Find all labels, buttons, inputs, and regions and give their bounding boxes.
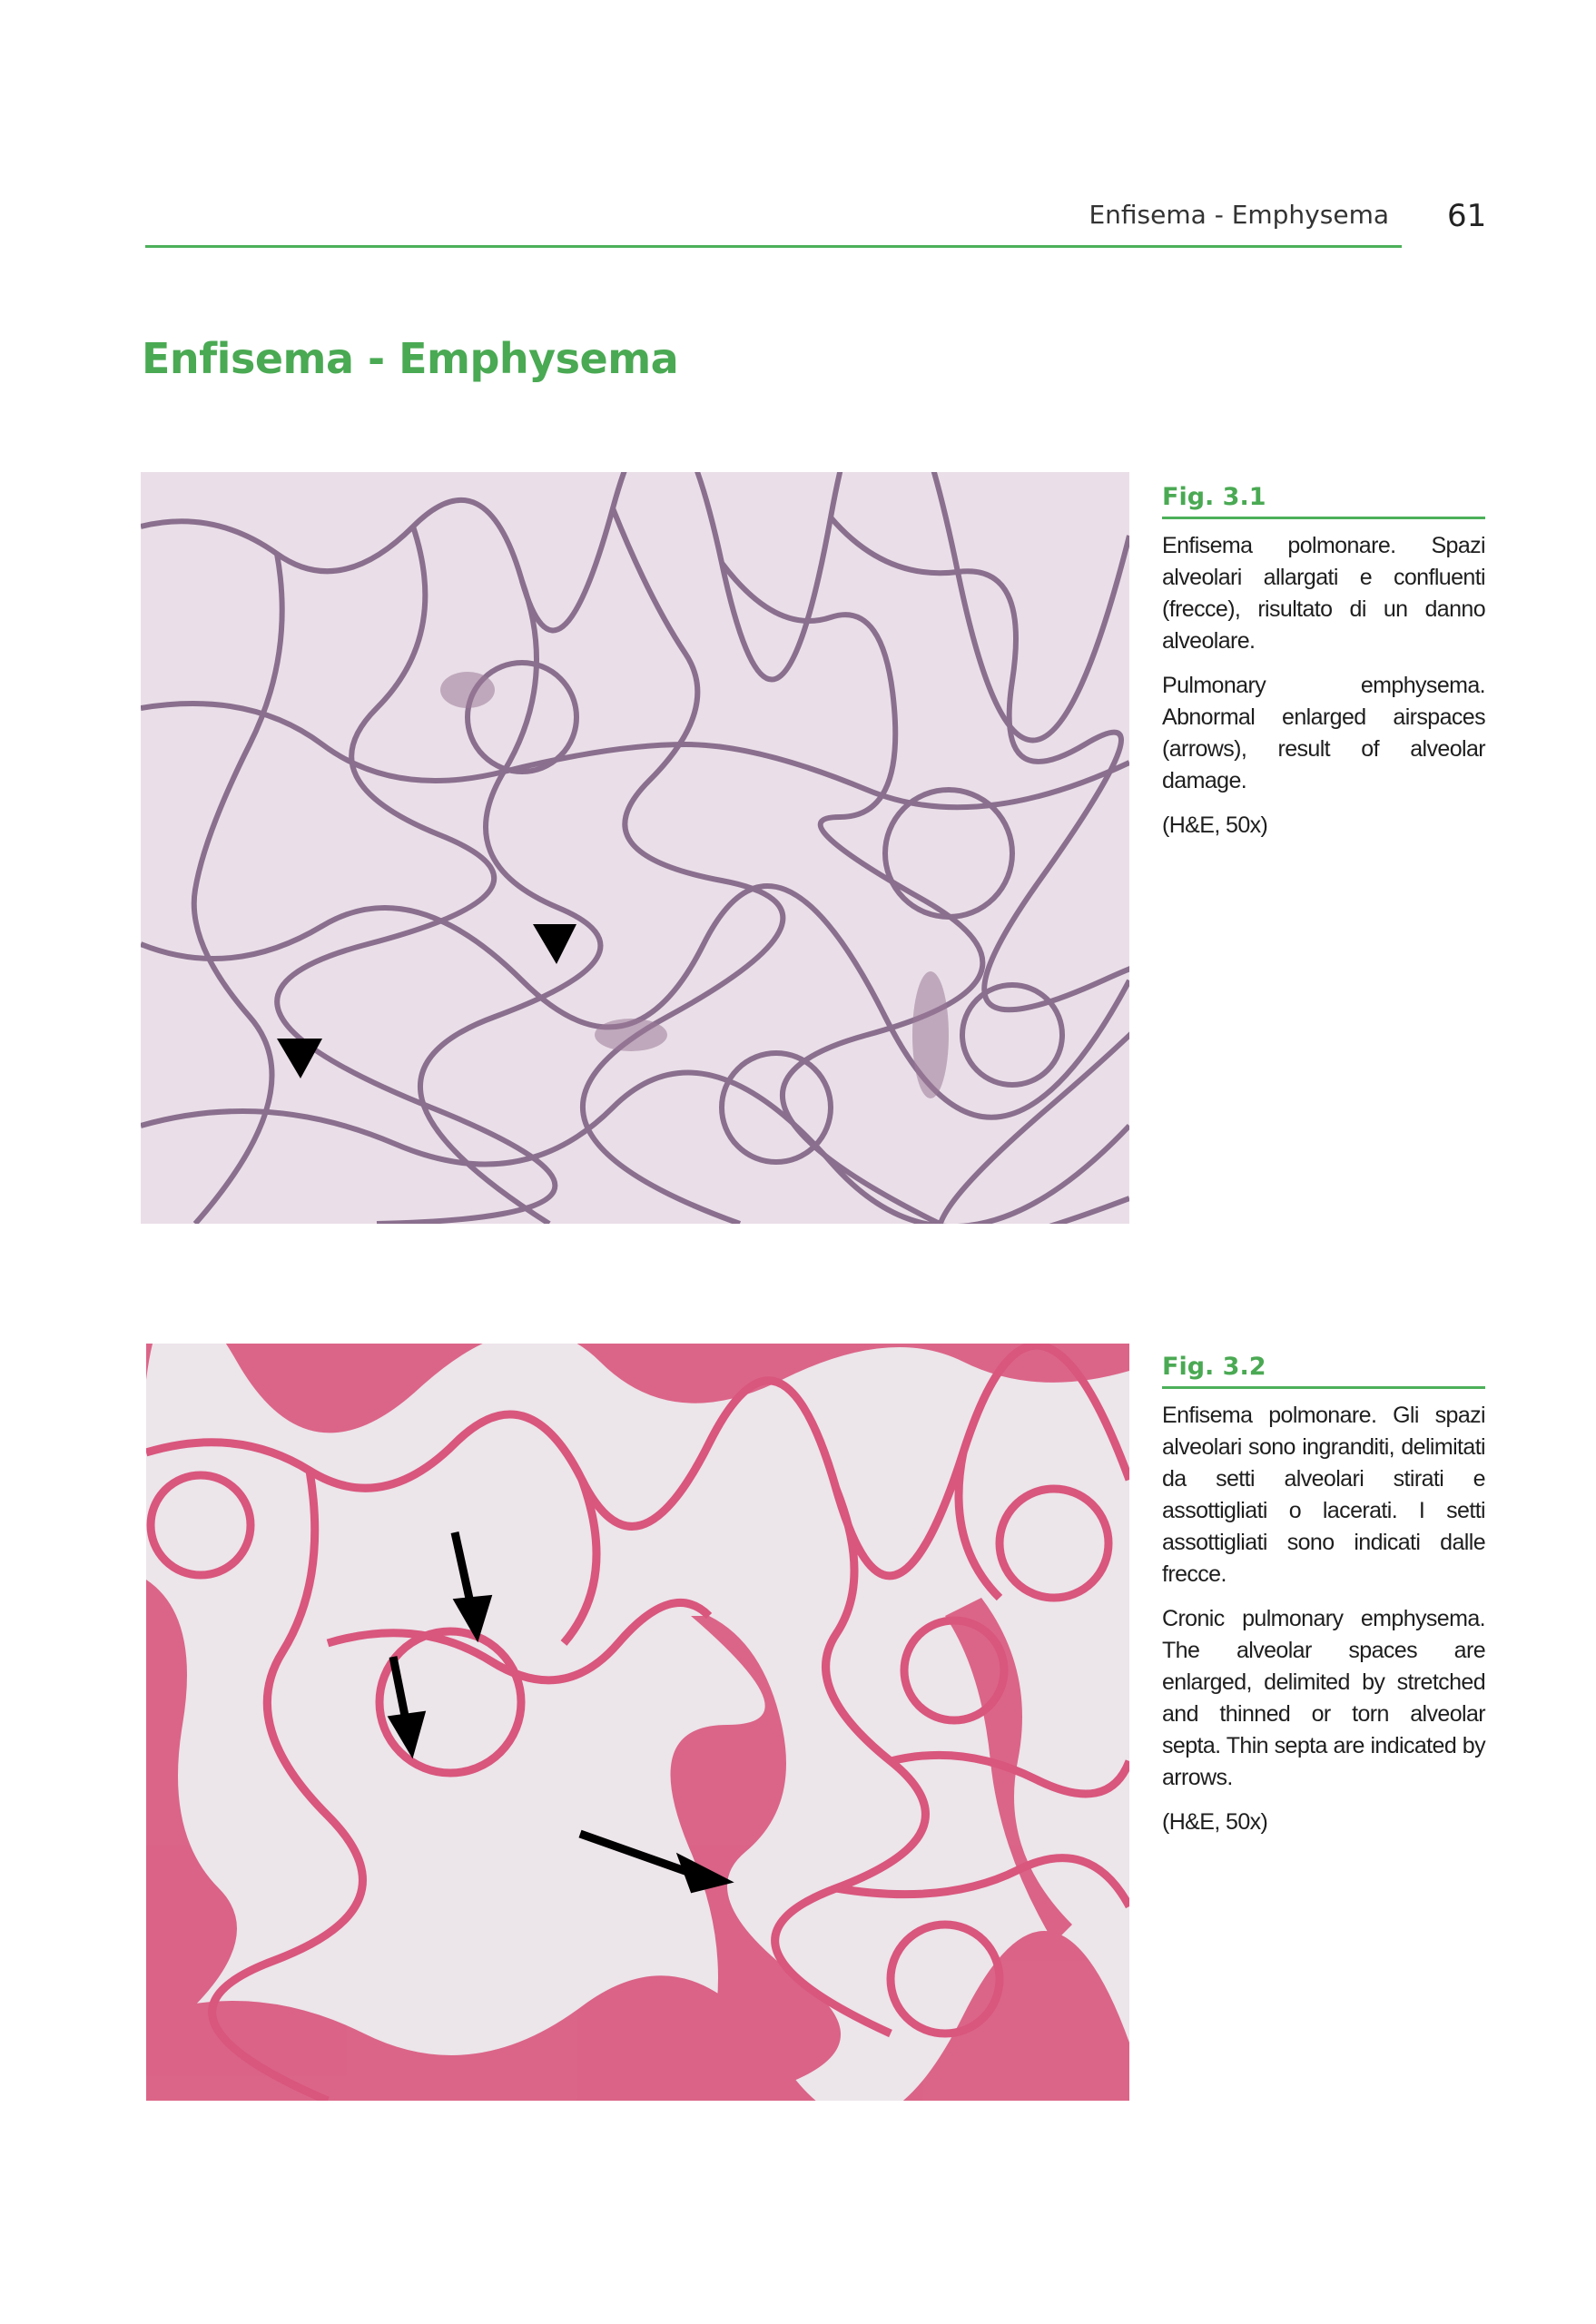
caption-stain: (H&E, 50x) [1162,1809,1268,1835]
arrow-2 [393,1657,420,1748]
figure-label: Fig. 3.2 [1162,1353,1485,1389]
figure-label: Fig. 3.1 [1162,483,1485,519]
running-header [145,191,1402,248]
fig2-arrows [393,1532,723,1888]
figure-3-2-caption [1162,1353,1485,1851]
figure-3-1-micrograph [141,472,1129,1224]
figure-3-2-micrograph [146,1344,1129,2101]
fig1-tissue-illustration [141,472,1129,1224]
arrowhead-1 [533,924,576,964]
section-heading: Enfisema - Emphysema [142,334,679,383]
caption-stain: (H&E, 50x) [1162,812,1268,838]
caption-english: Cronic pulmonary emphysema. The alveolar spaces are enlarged, delimited by stretched and thinned or torn alveolar septa. Thin septa are indicated by arrows. [1162,1606,1485,1790]
arrow-1 [455,1532,487,1632]
figure-3-1-caption [1162,483,1485,854]
caption-italian: Enfisema polmonare. Spazi alveolari allargati e confluenti (frecce), risultato di un danno alveolare. [1162,533,1485,654]
page-number: 61 [1447,198,1487,234]
caption-italian: Enfisema polmonare. Gli spazi alveolari sono ingranditi, delimitati da setti alveolari stirati e assottigliati o lacerati. I setti assottigliati sono indicati dalle frecce. [1162,1403,1485,1587]
arrowhead-2 [277,1039,322,1078]
running-title: Enfisema - Emphysema [1089,200,1389,230]
caption-english: Pulmonary emphysema. Abnormal enlarged airspaces (arrows), result of alveolar damage. [1162,673,1485,793]
fig2-tissue-illustration [146,1344,1129,2101]
